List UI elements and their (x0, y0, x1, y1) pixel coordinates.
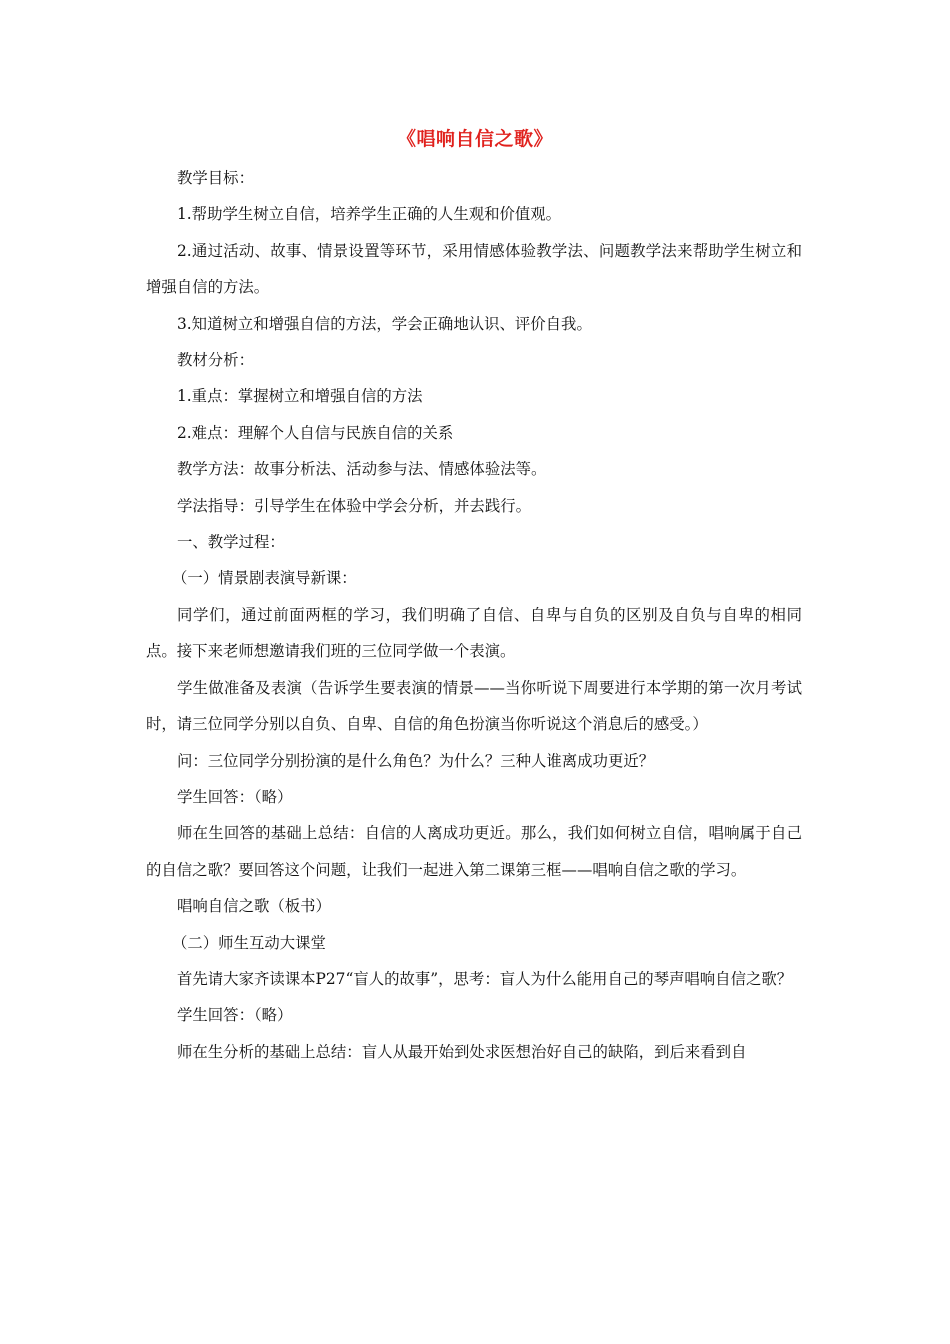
paragraph: 教学目标： (177, 169, 254, 187)
paragraph: 一、教学过程： (177, 533, 285, 552)
paragraph: 教学方法：故事分析法、活动参与法、情感体验法等。 (177, 460, 547, 479)
paragraph: 2.通过活动、故事、情景设置等环节，采用情感体验教学法、问题教学法来帮助学生树立和增强自信的方法。 (146, 241, 802, 297)
paragraph: 问：三位同学分别扮演的是什么角色？为什么？三种人谁离成功更近？ (177, 751, 655, 770)
paragraph: 学生回答：（略） (177, 787, 293, 806)
paragraph: 1.帮助学生树立自信，培养学生正确的人生观和价值观。 (177, 205, 562, 224)
document-body (146, 160, 802, 1070)
paragraph: 1.重点：掌握树立和增强自信的方法 (177, 387, 423, 406)
paragraph: 学生回答：（略） (177, 1006, 293, 1025)
paragraph: 师在生回答的基础上总结：自信的人离成功更近。那么，我们如何树立自信，唱响属于自己的自信之歌？要回答这个问题，让我们一起进入第二课第三框——唱响自信之歌的学习。 (146, 824, 802, 879)
paragraph: 唱响自信之歌（板书） (177, 897, 331, 916)
paragraph: （二）师生互动大课堂 (172, 933, 326, 952)
paragraph: 学生做准备及表演（告诉学生要表演的情景——当你听说下周要进行本学期的第一次月考试时，请三位同学分别以自负、自卑、自信的角色扮演当你听说这个消息后的感受。） (146, 678, 802, 734)
document-title: 《唱响自信之歌》 (396, 128, 553, 150)
paragraph: 2.难点：理解个人自信与民族自信的关系 (177, 423, 454, 442)
paragraph: 师在生分析的基础上总结：盲人从最开始到处求医想治好自己的缺陷，到后来看到自 (177, 1042, 747, 1061)
paragraph: 首先请大家齐读课本P27“盲人的故事”，思考：盲人为什么能用自己的琴声唱响自信之歌？ (177, 969, 793, 988)
paragraph: 教材分析： (177, 351, 254, 370)
paragraph: （一）情景剧表演导新课： (172, 569, 357, 588)
paragraph: 3.知道树立和增强自信的方法，学会正确地认识、评价自我。 (177, 314, 592, 333)
paragraph: 学法指导：引导学生在体验中学会分析，并去践行。 (177, 496, 531, 515)
paragraph: 同学们，通过前面两框的学习，我们明确了自信、自卑与自负的区别及自负与自卑的相同点。接下来老师想邀请我们班的三位同学做一个表演。 (146, 605, 802, 661)
